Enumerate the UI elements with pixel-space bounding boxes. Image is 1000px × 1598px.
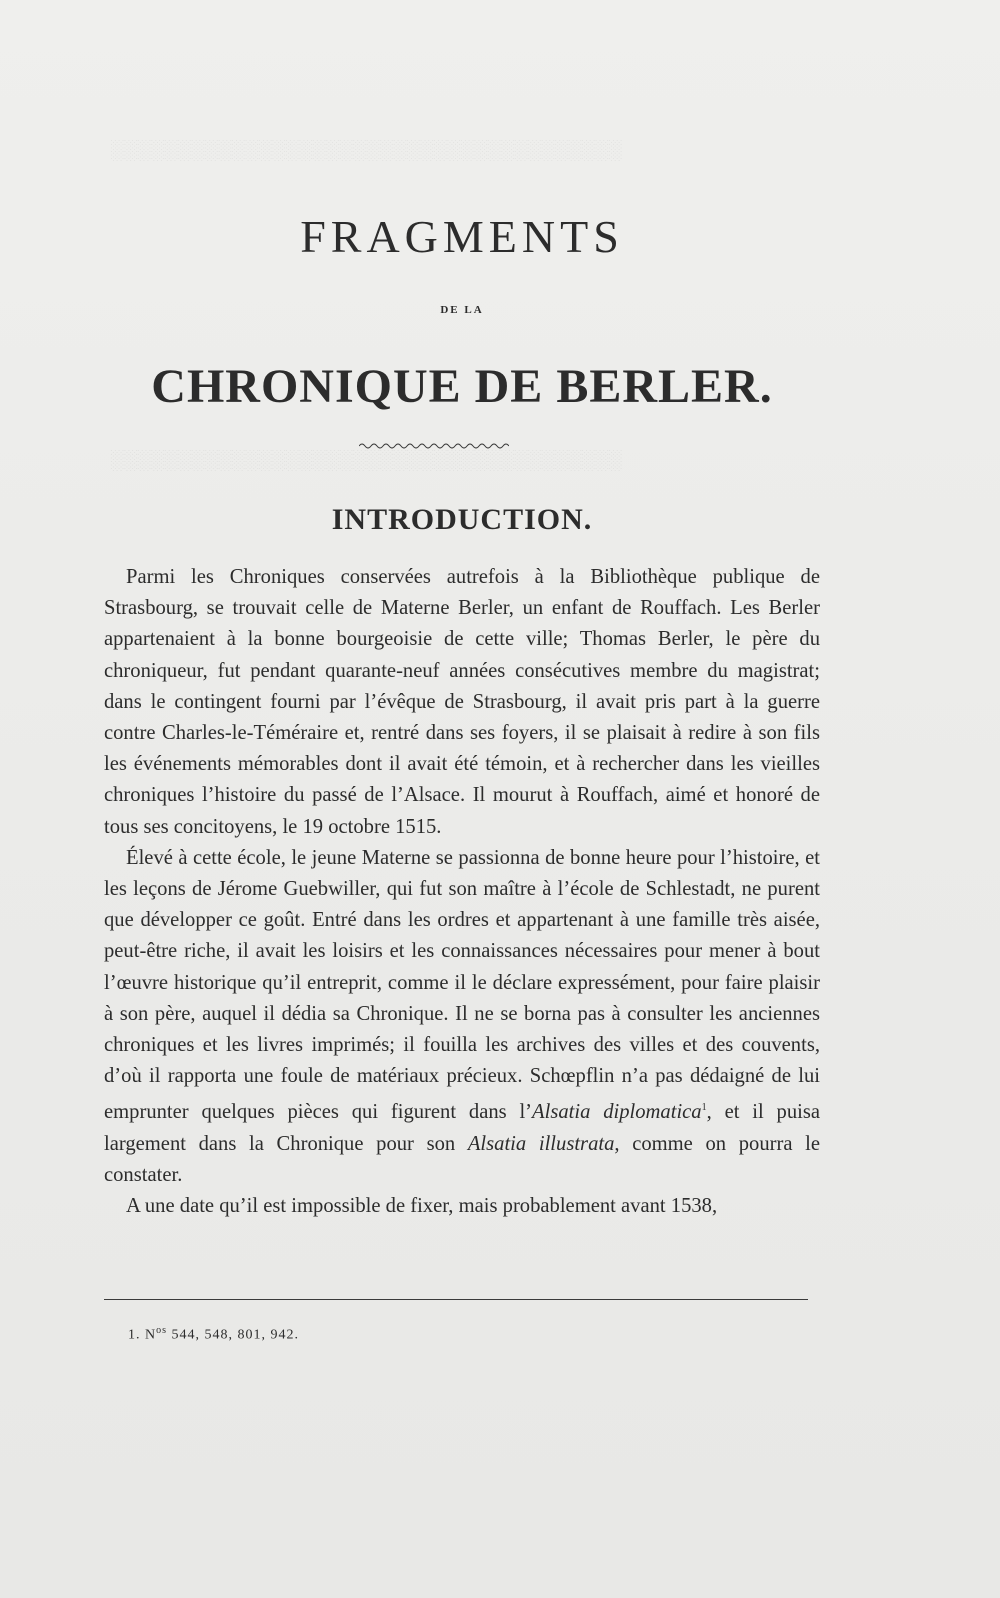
- footnote-number: 1.: [128, 1327, 141, 1343]
- footnote-text: 544, 548, 801, 942.: [171, 1327, 300, 1343]
- wavy-rule-ornament: [359, 442, 509, 450]
- title-chronique: CHRONIQUE DE BERLER.: [151, 360, 773, 413]
- title-fragments: FRAGMENTS: [300, 211, 624, 262]
- title-connector: DE LA: [440, 304, 484, 316]
- paragraph: [104, 843, 820, 1191]
- paragraph: [104, 562, 820, 843]
- paragraph-text: Élevé à cette école, le jeune Materne se passionna de bonne heure pour l’histoire, et les leçons de Jérome Guebwiller, qui fut son maître à l’école de Schlestadt, ne purent que développer ce goût. Entré dans les ordres et appartenant à une famille très aisée, peut-être riche, il avait les loisirs et les connaissances nécessaires pour mener à bout l’œuvre historique qu’il entreprit, comme il le déclare expressément, pour faire plaisir à son père, auquel il dédia sa Chronique. Il ne se borna pas à consulter les anciennes chroniques et les livres imprimés; il fouilla les archives des villes et des couvents, d’où il rapporta une foule de matériaux précieux. Schœpflin n’a pas dédaigné de lui emprunter quelques pièces qui figurent dans l’: [104, 846, 820, 1124]
- footnote: [128, 1325, 299, 1344]
- paragraph-text: Parmi les Chroniques conservées autrefois à la Bibliothèque publique de Strasbourg, se trouvait celle de Materne Berler, un enfant de Rouffach. Les Berler appartenaient à la bonne bourgeoisie de cette ville; Thomas Berler, le père du chroniqueur, fut pendant quarante-neuf années consécutives membre du magistrat; dans le contingent fourni par l’évêque de Strasbourg, il avait pris part à la guerre contre Charles-le-Téméraire et, rentré dans ses foyers, il se plaisait à redire à son fils les événements mémorables dont il avait été témoin, et à rechercher dans les vieilles chroniques l’histoire du passé de l’Alsace. Il mourut à Rouffach, aimé et honoré de tous ses concitoyens, le 19 octobre 1515.: [104, 566, 820, 838]
- section-heading: INTRODUCTION.: [331, 503, 593, 536]
- italic-title: Alsatia illustrata: [467, 1132, 615, 1155]
- show-through-text: ░░░░░░░░░░░░░░░░░░░░░░░░░░░░░░░░░░░░░░: [110, 140, 622, 161]
- paragraph-text: , comme on pourra le constater.: [104, 1132, 821, 1186]
- show-through-text: ░░░░░░░░░░░░░░░░░░░░░░░░░░░░░░░░░░░░░░: [110, 450, 622, 471]
- body-text: [104, 562, 820, 1222]
- italic-title: Alsatia diplomatica: [532, 1101, 702, 1124]
- footnote-label-sup: os: [156, 1325, 168, 1336]
- footnote-divider: [104, 1299, 808, 1300]
- footnote-label: N: [145, 1327, 157, 1343]
- footnote-reference: 1: [701, 1102, 707, 1114]
- paragraph-text: A une date qu’il est impossible de fixer, mais probablement avant 1538,: [126, 1194, 718, 1217]
- paragraph-text: , et il puisa largement dans la Chronique pour son: [104, 1101, 820, 1155]
- paragraph: [104, 1191, 820, 1222]
